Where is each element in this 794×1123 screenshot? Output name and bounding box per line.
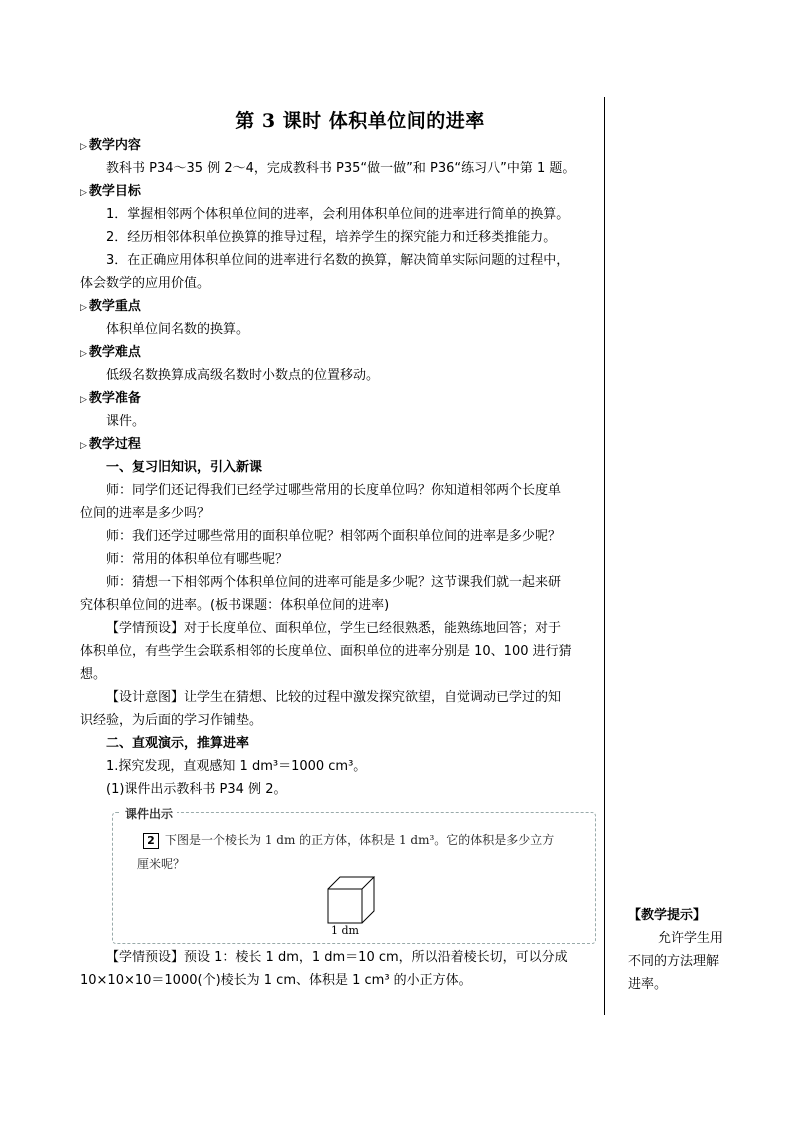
triangle-icon: ▷ bbox=[80, 349, 87, 359]
tip-line: 不同的方法理解 bbox=[628, 954, 720, 969]
cube-illustration bbox=[323, 875, 393, 925]
goal-3-cont: 体会数学的应用价值。 bbox=[80, 276, 211, 291]
triangle-icon: ▷ bbox=[80, 142, 87, 152]
example-number-badge: 2 bbox=[143, 833, 159, 849]
section-heading-content: ▷ 教学内容 bbox=[80, 138, 141, 153]
tip-line: 进率。 bbox=[628, 977, 668, 992]
section-heading-difficulty: ▷ 教学难点 bbox=[80, 345, 141, 360]
paragraph: 师：同学们还记得我们已经学过哪些常用的长度单位吗？你知道相邻两个长度单 bbox=[106, 483, 562, 498]
courseware-callout-box bbox=[112, 807, 596, 944]
paragraph: 【设计意图】让学生在猜想、比较的过程中激发探究欲望，自觉调动已学过的知 bbox=[106, 690, 562, 705]
part-1-heading: 一、复习旧知识，引入新课 bbox=[106, 460, 263, 475]
section-heading-prep: ▷ 教学准备 bbox=[80, 391, 141, 406]
paragraph: 师：常用的体积单位有哪些呢？ bbox=[106, 552, 289, 567]
cube-edge-label: 1 dm bbox=[331, 924, 359, 937]
callout-tag: 课件出示 bbox=[121, 805, 177, 822]
part-2-heading: 二、直观演示，推算进率 bbox=[106, 736, 250, 751]
paragraph: 1.探究发现，直观感知 1 dm³＝1000 cm³。 bbox=[106, 759, 367, 774]
paragraph: 【学情预设】预设 1：棱长 1 dm，1 dm＝10 cm，所以沿着棱长切，可以分成 bbox=[106, 950, 568, 965]
goal-1: 1．掌握相邻两个体积单位间的进率，会利用体积单位间的进率进行简单的换算。 bbox=[106, 207, 570, 222]
callout-question-cont: 厘米呢？ bbox=[137, 857, 186, 871]
paragraph: 【学情预设】对于长度单位、面积单位，学生已经很熟悉，能熟练地回答；对于 bbox=[106, 621, 562, 636]
paragraph: (1)课件出示教科书 P34 例 2。 bbox=[106, 782, 287, 797]
key-text: 体积单位间名数的换算。 bbox=[106, 322, 250, 337]
section-heading-process: ▷ 教学过程 bbox=[80, 437, 141, 452]
triangle-icon: ▷ bbox=[80, 188, 87, 198]
paragraph-cont: 体积单位，有些学生会联系相邻的长度单位、面积单位的进率分别是 10、100 进行猜 bbox=[80, 644, 572, 659]
tip-heading: 【教学提示】 bbox=[628, 908, 707, 923]
paragraph-cont: 识经验，为后面的学习作铺垫。 bbox=[80, 713, 263, 728]
goal-3: 3．在正确应用体积单位间的进率进行名数的换算，解决简单实际问题的过程中， bbox=[106, 253, 570, 268]
section-heading-goals: ▷ 教学目标 bbox=[80, 184, 141, 199]
teaching-tip-sidebar bbox=[628, 904, 748, 996]
triangle-icon: ▷ bbox=[80, 441, 87, 451]
triangle-icon: ▷ bbox=[80, 303, 87, 313]
page-title: 第 3 课时 体积单位间的进率 bbox=[235, 110, 485, 132]
callout-question: 下图是一个棱长为 1 dm 的正方体，体积是 1 dm³。它的体积是多少立方 bbox=[165, 833, 555, 847]
paragraph-cont: 10×10×10＝1000(个)棱长为 1 cm、体积是 1 cm³ 的小正方体。 bbox=[80, 973, 472, 988]
paragraph: 师：猜想一下相邻两个体积单位间的进率可能是多少呢？这节课我们就一起来研 bbox=[106, 575, 562, 590]
paragraph-cont: 究体积单位间的进率。(板书课题：体积单位间的进率) bbox=[80, 598, 390, 613]
paragraph-cont: 想。 bbox=[80, 667, 107, 682]
tip-line: 允许学生用 bbox=[658, 931, 724, 946]
triangle-icon: ▷ bbox=[80, 395, 87, 405]
content-text: 教科书 P34～35 例 2～4，完成教科书 P35“做一做”和 P36“练习八”中第 1 题。 bbox=[106, 161, 576, 176]
goal-2: 2．经历相邻体积单位换算的推导过程，培养学生的探究能力和迁移类推能力。 bbox=[106, 230, 557, 245]
paragraph: 师：我们还学过哪些常用的面积单位呢？相邻两个面积单位间的进率是多少呢？ bbox=[106, 529, 562, 544]
prep-text: 课件。 bbox=[106, 414, 146, 429]
difficulty-text: 低级名数换算成高级名数时小数点的位置移动。 bbox=[106, 368, 380, 383]
section-heading-key: ▷ 教学重点 bbox=[80, 299, 141, 314]
paragraph-cont: 位间的进率是多少吗？ bbox=[80, 506, 211, 521]
